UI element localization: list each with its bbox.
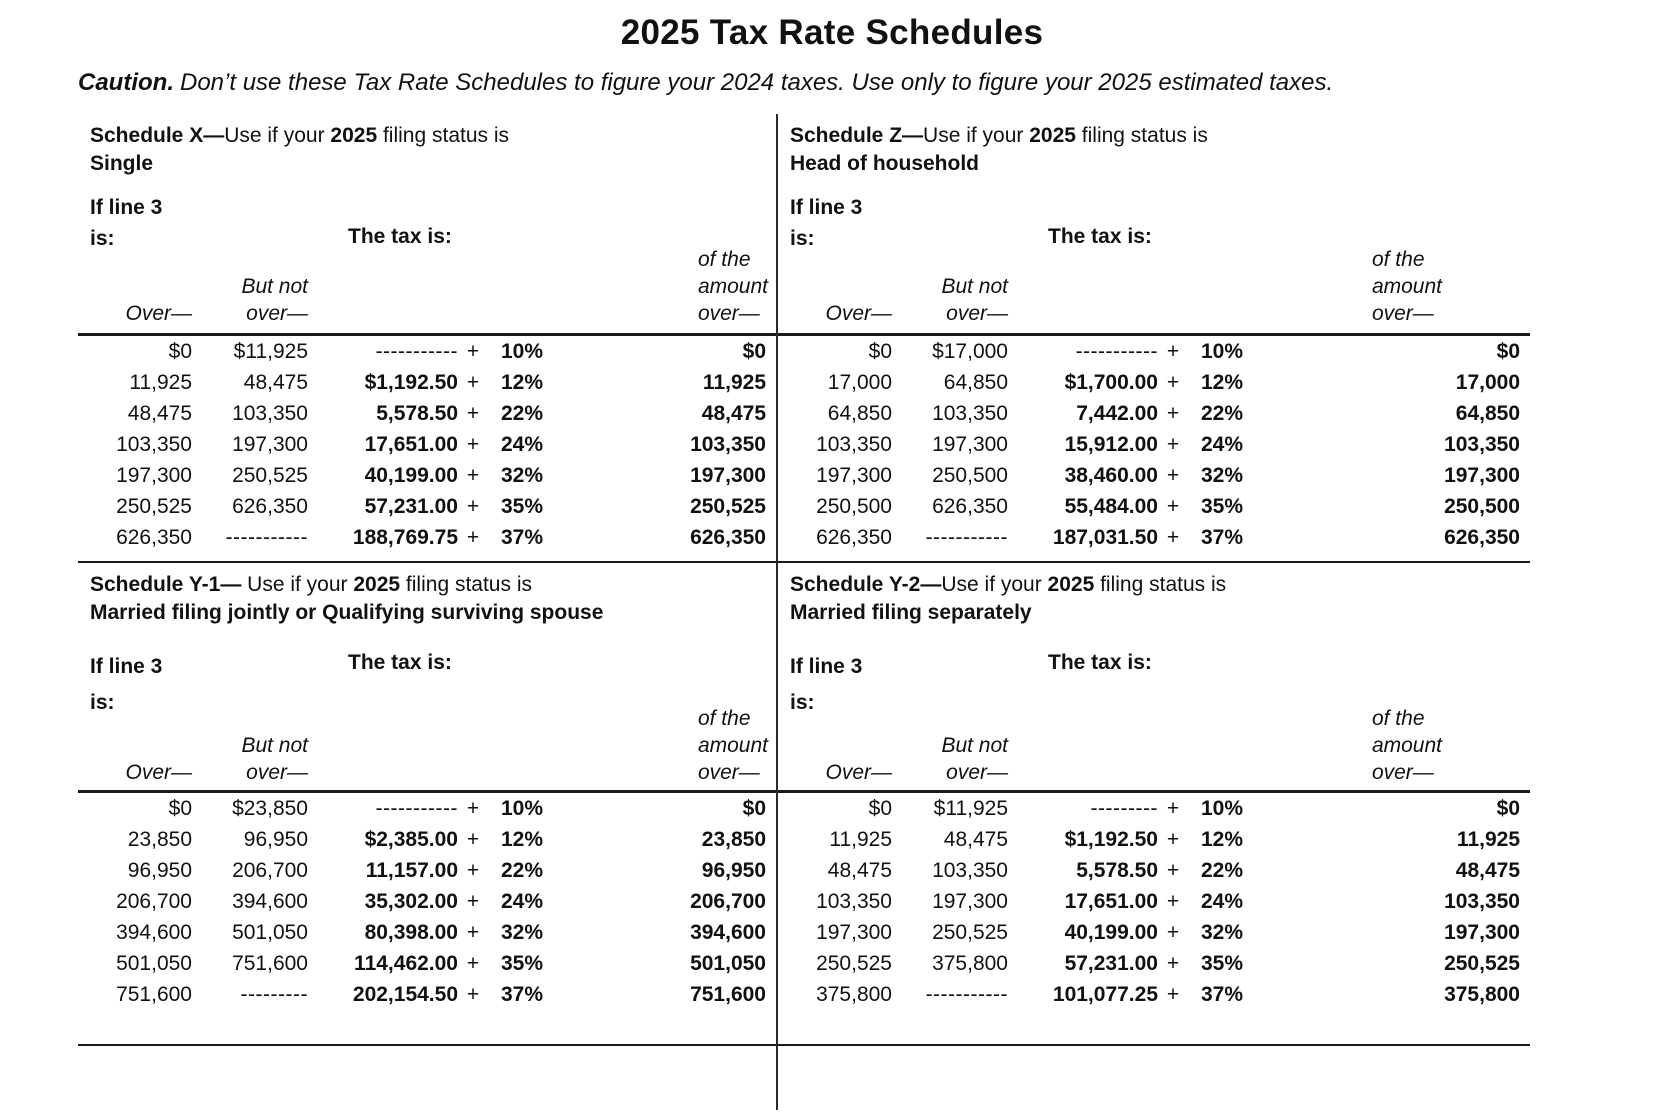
but-not-line1: But not — [241, 275, 308, 298]
divider-spacer-right — [776, 1046, 1530, 1110]
cell-tax-base: 40,199.00 — [1064, 920, 1158, 944]
cell-plus: + — [466, 920, 480, 944]
cell-but-not-over: 96,950 — [243, 827, 308, 851]
cell-tax-base: 38,460.00 — [1064, 463, 1158, 487]
cell-amount-over: 103,350 — [690, 432, 766, 456]
cell-rate: 12% — [501, 827, 544, 851]
cell-rate: 22% — [501, 401, 544, 425]
cell-amount-over: 394,600 — [690, 920, 766, 944]
cell-over: 751,600 — [116, 982, 192, 1006]
cell-plus: + — [1166, 432, 1180, 456]
cell-over: 375,800 — [816, 982, 892, 1006]
cell-plus: + — [466, 463, 480, 487]
if-line-3-line2: is: — [90, 227, 115, 250]
rate-row — [78, 886, 776, 917]
caution-label: Caution. — [78, 69, 174, 96]
cell-but-not-over: $23,850 — [232, 796, 308, 820]
cell-over: $0 — [168, 796, 192, 820]
schedule-title-tail: filing status is — [400, 573, 532, 596]
of-amount-line1: of the — [1371, 248, 1425, 271]
cell-tax-base: ----------- — [1075, 339, 1158, 363]
rate-row — [778, 367, 1530, 398]
schedule-title-line — [90, 122, 509, 150]
divider-spacer-left — [78, 1046, 776, 1110]
schedule-y1-section — [78, 563, 776, 1046]
cell-plus: + — [466, 982, 480, 1006]
rate-row — [778, 917, 1530, 948]
cell-plus: + — [1166, 339, 1180, 363]
cell-rate: 10% — [501, 339, 544, 363]
cell-rate: 12% — [501, 370, 544, 394]
schedule-title-year: 2025 — [1029, 124, 1076, 147]
cell-rate: 24% — [1201, 432, 1244, 456]
rate-row — [78, 522, 776, 553]
rate-row — [78, 460, 776, 491]
cell-rate: 32% — [501, 920, 544, 944]
column-header-but-not-over — [892, 705, 1008, 792]
rate-row — [778, 886, 1530, 917]
schedule-name: Schedule Y-1— — [90, 573, 248, 596]
cell-over: 197,300 — [816, 463, 892, 487]
cell-rate: 35% — [1201, 494, 1244, 518]
if-line-3-line2: is: — [790, 691, 815, 714]
cell-over: 626,350 — [116, 525, 192, 549]
of-amount-line3: over— — [697, 761, 760, 784]
caution-text: Don’t use these Tax Rate Schedules to figure your 2024 taxes. Use only to figure your 2025 estimated taxes. — [180, 69, 1334, 96]
cell-over: 250,525 — [116, 494, 192, 518]
cell-over: 501,050 — [116, 951, 192, 975]
cell-rate: 32% — [1201, 463, 1244, 487]
schedule-z-section — [776, 114, 1530, 563]
schedule-name: Schedule X— — [90, 124, 225, 147]
cell-amount-over: $0 — [1496, 339, 1520, 363]
cell-rate: 24% — [501, 889, 544, 913]
cell-over: 48,475 — [827, 858, 892, 882]
cell-rate: 10% — [1201, 339, 1244, 363]
of-amount-line1: of the — [1371, 707, 1425, 730]
column-header-over: Over— — [778, 246, 892, 335]
if-line-3-line2: is: — [90, 691, 115, 714]
cell-tax-base: --------- — [1090, 796, 1158, 820]
cell-tax-base: 114,462.00 — [354, 951, 458, 975]
cell-tax-base: 35,302.00 — [364, 889, 458, 913]
rate-row — [778, 824, 1530, 855]
cell-but-not-over: 626,350 — [932, 494, 1008, 518]
schedule-heading — [90, 571, 603, 627]
cell-amount-over: 206,700 — [690, 889, 766, 913]
cell-plus: + — [1166, 796, 1180, 820]
cell-over: 103,350 — [816, 432, 892, 456]
rate-row — [78, 917, 776, 948]
cell-rate: 37% — [1201, 525, 1244, 549]
cell-rate: 24% — [1201, 889, 1244, 913]
rate-row — [778, 522, 1530, 553]
cell-plus: + — [1166, 525, 1180, 549]
of-amount-line3: over— — [697, 302, 760, 325]
schedule-title-line — [790, 122, 1208, 150]
rate-row — [78, 335, 776, 368]
cell-but-not-over: 375,800 — [932, 951, 1008, 975]
cell-plus: + — [466, 889, 480, 913]
caution-note — [78, 68, 1604, 98]
page-title: 2025 Tax Rate Schedules — [620, 13, 1044, 52]
cell-plus: + — [1166, 401, 1180, 425]
the-tax-is-label: The tax is: — [1048, 651, 1152, 674]
cell-plus: + — [1166, 370, 1180, 394]
schedules-grid — [78, 114, 1530, 1110]
the-tax-is-label: The tax is: — [348, 225, 452, 248]
cell-amount-over: 23,850 — [701, 827, 766, 851]
schedule-name: Schedule Z— — [790, 124, 924, 147]
cell-but-not-over: 394,600 — [232, 889, 308, 913]
cell-but-not-over: 501,050 — [232, 920, 308, 944]
rate-row — [778, 491, 1530, 522]
cell-plus: + — [1166, 494, 1180, 518]
cell-plus: + — [1166, 920, 1180, 944]
cell-plus: + — [1166, 889, 1180, 913]
cell-tax-base: $1,700.00 — [1064, 370, 1158, 394]
of-amount-line2: amount — [1371, 275, 1442, 298]
if-line-3-line1: If line 3 — [90, 655, 163, 678]
cell-but-not-over: ----------- — [925, 982, 1008, 1006]
cell-but-not-over: 206,700 — [232, 858, 308, 882]
cell-over: 103,350 — [116, 432, 192, 456]
rate-row — [778, 335, 1530, 368]
column-header-but-not-over — [192, 246, 308, 335]
rate-row — [78, 367, 776, 398]
cell-over: 394,600 — [116, 920, 192, 944]
cell-but-not-over: 626,350 — [232, 494, 308, 518]
cell-but-not-over: 250,525 — [932, 920, 1008, 944]
cell-but-not-over: --------- — [240, 982, 308, 1006]
the-tax-is-label: The tax is: — [348, 651, 452, 674]
but-not-line1: But not — [941, 734, 1008, 757]
cell-over: 11,925 — [129, 370, 192, 394]
column-header-but-not-over — [892, 246, 1008, 335]
cell-tax-base: 40,199.00 — [364, 463, 458, 487]
cell-over: 48,475 — [127, 401, 192, 425]
rate-table — [78, 246, 776, 553]
cell-amount-over: 96,950 — [701, 858, 766, 882]
cell-plus: + — [466, 370, 480, 394]
cell-plus: + — [1166, 463, 1180, 487]
rate-row — [78, 792, 776, 825]
of-amount-line1: of the — [697, 707, 751, 730]
schedule-title-mid: Use if your — [224, 124, 331, 147]
cell-but-not-over: 250,525 — [232, 463, 308, 487]
column-header-spacer — [1008, 705, 1252, 792]
column-header-over: Over— — [778, 705, 892, 792]
cell-but-not-over: $11,925 — [933, 796, 1008, 820]
column-header-row — [778, 705, 1530, 792]
rate-row — [778, 429, 1530, 460]
cell-over: 206,700 — [116, 889, 192, 913]
cell-but-not-over: 64,850 — [943, 370, 1008, 394]
cell-tax-base: 202,154.50 — [352, 982, 458, 1006]
schedule-heading — [90, 122, 509, 178]
cell-plus: + — [466, 401, 480, 425]
cell-plus: + — [1166, 951, 1180, 975]
cell-plus: + — [1166, 858, 1180, 882]
schedule-x-section — [78, 114, 776, 563]
cell-rate: 12% — [1201, 827, 1244, 851]
schedule-title-tail: filing status is — [1094, 573, 1227, 596]
cell-but-not-over: 48,475 — [243, 370, 308, 394]
rate-row — [778, 948, 1530, 979]
cell-tax-base: 80,398.00 — [364, 920, 458, 944]
cell-over: 11,925 — [829, 827, 892, 851]
filing-status: Married filing separately — [790, 601, 1032, 624]
cell-rate: 32% — [1201, 920, 1244, 944]
cell-plus: + — [466, 494, 480, 518]
cell-amount-over: 250,525 — [1444, 951, 1520, 975]
cell-plus: + — [466, 796, 480, 820]
filing-status: Head of household — [790, 152, 979, 175]
rate-table — [778, 705, 1530, 1010]
cell-rate: 12% — [1201, 370, 1244, 394]
cell-rate: 22% — [1201, 858, 1244, 882]
column-header-spacer — [1008, 246, 1252, 335]
cell-tax-base: 17,651.00 — [364, 432, 458, 456]
cell-tax-base: ----------- — [375, 796, 458, 820]
cell-rate: 24% — [501, 432, 544, 456]
schedule-title-mid: Use if your — [923, 124, 1030, 147]
cell-amount-over: 11,925 — [1456, 827, 1520, 851]
cell-amount-over: 103,350 — [1444, 432, 1520, 456]
but-not-line1: But not — [941, 275, 1008, 298]
schedule-title-year: 2025 — [1047, 573, 1095, 596]
column-header-row — [78, 705, 776, 792]
rate-table — [78, 705, 776, 1010]
cell-rate: 35% — [501, 494, 544, 518]
cell-over: 250,525 — [816, 951, 892, 975]
column-header-of-amount-over — [1252, 246, 1530, 335]
cell-but-not-over: 250,500 — [932, 463, 1008, 487]
cell-amount-over: 250,500 — [1444, 494, 1520, 518]
column-header-spacer — [308, 246, 552, 335]
schedule-title-tail: filing status is — [377, 124, 510, 147]
cell-rate: 37% — [501, 982, 544, 1006]
cell-over: 626,350 — [816, 525, 892, 549]
cell-plus: + — [466, 858, 480, 882]
cell-over: $0 — [168, 339, 192, 363]
cell-over: 17,000 — [827, 370, 892, 394]
but-not-line2: over— — [946, 761, 1008, 784]
of-amount-line1: of the — [697, 248, 751, 271]
the-tax-is-label: The tax is: — [1048, 225, 1152, 248]
cell-but-not-over: $11,925 — [233, 339, 308, 363]
cell-plus: + — [466, 339, 480, 363]
cell-amount-over: 626,350 — [690, 525, 766, 549]
schedule-title-line — [90, 571, 603, 599]
cell-rate: 22% — [501, 858, 544, 882]
schedule-title-year: 2025 — [353, 573, 401, 596]
cell-but-not-over: 103,350 — [232, 401, 308, 425]
of-amount-line2: amount — [697, 275, 768, 298]
rate-row — [78, 398, 776, 429]
cell-tax-base: 17,651.00 — [1064, 889, 1158, 913]
column-header-row — [78, 246, 776, 335]
cell-over: 197,300 — [116, 463, 192, 487]
rate-row — [78, 824, 776, 855]
column-header-over: Over— — [78, 705, 192, 792]
cell-tax-base: 5,578.50 — [376, 401, 458, 425]
cell-amount-over: 197,300 — [690, 463, 766, 487]
rate-row — [778, 855, 1530, 886]
cell-rate: 35% — [501, 951, 544, 975]
schedule-title-mid: Use if your — [247, 573, 354, 596]
if-line-3-label — [90, 192, 162, 254]
cell-amount-over: 11,925 — [702, 370, 766, 394]
cell-plus: + — [466, 525, 480, 549]
cell-amount-over: 48,475 — [701, 401, 766, 425]
cell-but-not-over: 103,350 — [932, 401, 1008, 425]
cell-plus: + — [466, 951, 480, 975]
of-amount-line2: amount — [697, 734, 768, 757]
filing-status: Single — [90, 152, 154, 175]
cell-amount-over: 103,350 — [1444, 889, 1520, 913]
cell-tax-base: 55,484.00 — [1064, 494, 1158, 518]
cell-over: $0 — [868, 796, 892, 820]
cell-tax-base: 15,912.00 — [1064, 432, 1158, 456]
cell-but-not-over: 197,300 — [932, 889, 1008, 913]
schedule-title-mid: Use if your — [941, 573, 1048, 596]
schedule-title-year: 2025 — [330, 124, 378, 147]
but-not-line1: But not — [241, 734, 308, 757]
cell-amount-over: 197,300 — [1444, 920, 1520, 944]
cell-amount-over: 751,600 — [690, 982, 766, 1006]
schedule-y2-section — [776, 563, 1530, 1046]
but-not-line2: over— — [246, 761, 308, 784]
cell-amount-over: 375,800 — [1444, 982, 1520, 1006]
cell-amount-over: 250,525 — [690, 494, 766, 518]
cell-amount-over: 17,000 — [1455, 370, 1520, 394]
column-header-over: Over— — [78, 246, 192, 335]
schedule-title-line — [790, 571, 1226, 599]
cell-over: 64,850 — [827, 401, 892, 425]
rate-row — [78, 429, 776, 460]
column-header-of-amount-over — [552, 705, 776, 792]
cell-tax-base: 188,769.75 — [352, 525, 458, 549]
cell-rate: 32% — [501, 463, 544, 487]
cell-plus: + — [1166, 982, 1180, 1006]
cell-tax-base: 11,157.00 — [365, 858, 458, 882]
cell-but-not-over: 197,300 — [932, 432, 1008, 456]
rate-row — [78, 979, 776, 1010]
column-header-spacer — [308, 705, 552, 792]
cell-amount-over: 48,475 — [1455, 858, 1520, 882]
rate-row — [778, 979, 1530, 1010]
rate-table — [778, 246, 1530, 553]
rate-row — [78, 491, 776, 522]
cell-tax-base: 57,231.00 — [364, 494, 458, 518]
cell-rate: 22% — [1201, 401, 1244, 425]
cell-but-not-over: ----------- — [225, 525, 308, 549]
filing-status: Married filing jointly or Qualifying surviving spouse — [90, 601, 604, 624]
cell-but-not-over: ----------- — [925, 525, 1008, 549]
cell-rate: 35% — [1201, 951, 1244, 975]
schedule-title-tail: filing status is — [1075, 124, 1208, 147]
column-header-row — [778, 246, 1530, 335]
cell-tax-base: $1,192.50 — [1064, 827, 1158, 851]
of-amount-line2: amount — [1371, 734, 1442, 757]
rate-row — [778, 398, 1530, 429]
cell-over: 250,500 — [816, 494, 892, 518]
of-amount-line3: over— — [1371, 302, 1434, 325]
cell-rate: 10% — [1201, 796, 1244, 820]
cell-over: 103,350 — [816, 889, 892, 913]
cell-amount-over: 197,300 — [1444, 463, 1520, 487]
cell-plus: + — [1166, 827, 1180, 851]
cell-amount-over: $0 — [742, 796, 766, 820]
cell-amount-over: 64,850 — [1455, 401, 1520, 425]
cell-but-not-over: 103,350 — [932, 858, 1008, 882]
cell-over: 96,950 — [127, 858, 192, 882]
rate-row — [78, 948, 776, 979]
if-line-3-line1: If line 3 — [790, 196, 863, 219]
if-line-3-line1: If line 3 — [90, 196, 163, 219]
cell-tax-base: ----------- — [375, 339, 458, 363]
cell-amount-over: $0 — [742, 339, 766, 363]
if-line-3-line2: is: — [790, 227, 815, 250]
cell-amount-over: 501,050 — [690, 951, 766, 975]
if-line-3-label — [790, 192, 862, 254]
schedule-heading — [790, 571, 1226, 627]
but-not-line2: over— — [246, 302, 308, 325]
cell-over: 23,850 — [127, 827, 192, 851]
cell-but-not-over: 751,600 — [232, 951, 308, 975]
rate-row — [778, 792, 1530, 825]
column-header-of-amount-over — [1252, 705, 1530, 792]
column-header-of-amount-over — [552, 246, 776, 335]
cell-amount-over: 626,350 — [1444, 525, 1520, 549]
if-line-3-line1: If line 3 — [790, 655, 863, 678]
cell-tax-base: 187,031.50 — [1052, 525, 1158, 549]
cell-plus: + — [466, 432, 480, 456]
cell-but-not-over: 48,475 — [943, 827, 1008, 851]
cell-tax-base: $1,192.50 — [364, 370, 458, 394]
cell-tax-base: 5,578.50 — [1076, 858, 1158, 882]
cell-rate: 37% — [501, 525, 544, 549]
schedule-heading — [790, 122, 1208, 178]
schedule-name: Schedule Y-2— — [790, 573, 942, 596]
cell-but-not-over: 197,300 — [232, 432, 308, 456]
cell-rate: 37% — [1201, 982, 1244, 1006]
cell-over: 197,300 — [816, 920, 892, 944]
cell-but-not-over: $17,000 — [932, 339, 1008, 363]
rate-row — [778, 460, 1530, 491]
cell-tax-base: 7,442.00 — [1076, 401, 1158, 425]
cell-rate: 10% — [501, 796, 544, 820]
of-amount-line3: over— — [1371, 761, 1434, 784]
rate-row — [78, 855, 776, 886]
cell-tax-base: 101,077.25 — [1052, 982, 1158, 1006]
cell-over: $0 — [868, 339, 892, 363]
cell-tax-base: $2,385.00 — [364, 827, 458, 851]
cell-amount-over: $0 — [1496, 796, 1520, 820]
cell-tax-base: 57,231.00 — [1064, 951, 1158, 975]
column-header-but-not-over — [192, 705, 308, 792]
but-not-line2: over— — [946, 302, 1008, 325]
cell-plus: + — [466, 827, 480, 851]
